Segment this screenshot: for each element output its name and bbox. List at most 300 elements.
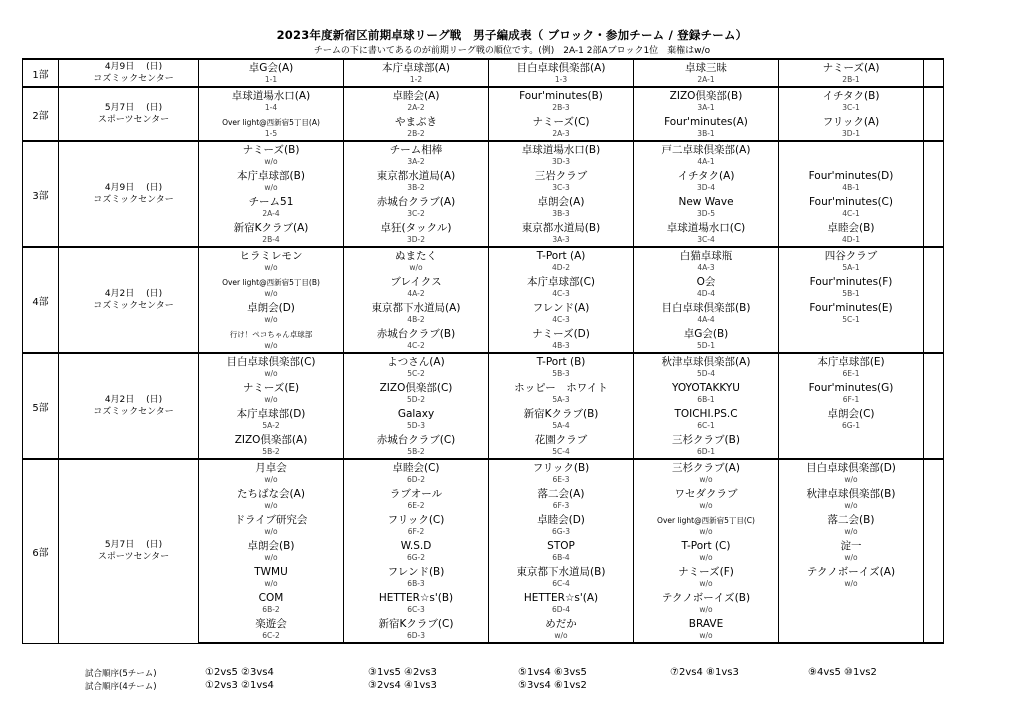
venue-name: コズミックセンター	[93, 407, 174, 417]
team-rank: 4A-4	[697, 314, 715, 324]
match-date: 4月2日 (日)	[104, 395, 163, 405]
team-cell	[344, 564, 489, 590]
team-rank: 5D-4	[696, 368, 716, 378]
team-rank: w/o	[844, 578, 858, 588]
team-name: イチタク(B)	[822, 89, 880, 102]
team-name: T-Port (A)	[536, 249, 586, 262]
team-name: Four'minutes(C)	[809, 195, 893, 208]
team-name: たちばな会(A)	[237, 487, 305, 500]
team-name: 本庁卓球部(A)	[382, 61, 450, 74]
team-rank: 6F-2	[407, 526, 425, 536]
team-name: Four'minutes(D)	[808, 169, 894, 182]
team-name: 卓球三昧	[685, 61, 727, 74]
team-name: 花園クラブ	[534, 433, 588, 446]
team-cell	[489, 616, 634, 643]
team-rank: 5C-4	[552, 446, 570, 456]
order-4-col3: ⑤3vs4 ⑥1vs2	[518, 680, 587, 691]
team-name: TOICHI.PS.C	[674, 407, 738, 420]
team-cell	[489, 459, 634, 486]
team-cell	[634, 486, 779, 512]
team-rank: 6D-2	[406, 474, 426, 484]
team-rank: 6E-3	[552, 474, 570, 484]
team-name: テクノボーイズ(B)	[661, 591, 751, 604]
team-name: ナミーズ(D)	[532, 327, 590, 340]
team-rank: 6B-2	[262, 604, 280, 614]
match-date: 5月7日 (日)	[104, 103, 163, 113]
team-name: 秋津卓球倶楽部(B)	[806, 487, 896, 500]
team-cell	[489, 353, 634, 380]
order-5-col5: ⑨4vs5 ⑩1vs2	[808, 667, 877, 678]
team-rank: 3C-2	[407, 208, 425, 218]
team-name: フリック(C)	[387, 513, 445, 526]
venue-name: スポーツセンター	[97, 115, 170, 125]
team-name: T-Port (C)	[681, 539, 731, 552]
order-4-col2: ③2vs4 ④1vs3	[368, 680, 437, 691]
division-name: 3部	[23, 141, 59, 247]
team-rank: 3D-2	[406, 234, 426, 244]
order-label-5: 試合順序(5チーム)	[85, 669, 157, 679]
team-rank: w/o	[264, 500, 278, 510]
team-name: ナミーズ(A)	[822, 61, 880, 74]
blank-cell	[924, 274, 944, 300]
team-name: ZIZO倶楽部(A)	[234, 433, 308, 446]
team-cell	[634, 168, 779, 194]
team-cell	[779, 486, 924, 512]
team-name: Galaxy	[397, 407, 435, 420]
team-name: イチタク(A)	[677, 169, 735, 182]
team-name: 落二会(B)	[827, 513, 875, 526]
team-rank: 6E-1	[842, 368, 860, 378]
team-cell	[199, 590, 344, 616]
team-rank: 4D-2	[551, 262, 571, 272]
team-cell	[344, 194, 489, 220]
team-rank: w/o	[699, 500, 713, 510]
team-name: COM	[258, 591, 284, 604]
team-cell	[779, 590, 924, 616]
team-rank: 6D-3	[406, 630, 426, 640]
team-cell	[344, 616, 489, 643]
team-rank: w/o	[554, 630, 568, 640]
team-rank: 3D-5	[696, 208, 716, 218]
team-rank: 5B-2	[407, 446, 425, 456]
team-cell	[634, 406, 779, 432]
team-rank: w/o	[844, 474, 858, 484]
team-cell	[634, 590, 779, 616]
team-cell	[344, 87, 489, 114]
team-name: フレンド(B)	[387, 565, 445, 578]
team-cell	[779, 459, 924, 486]
team-cell	[779, 168, 924, 194]
team-cell	[779, 353, 924, 380]
team-name: 秋津卓球倶楽部(A)	[661, 355, 751, 368]
team-name: T-Port (B)	[536, 355, 586, 368]
match-date: 4月9日 (日)	[104, 62, 163, 72]
team-cell	[489, 486, 634, 512]
team-cell	[634, 380, 779, 406]
page-title: 2023年度新宿区前期卓球リーグ戦 男子編成表（ ブロック・参加チーム / 登録チーム）	[276, 28, 748, 42]
team-cell	[199, 432, 344, 459]
division-venue-cell	[59, 87, 199, 141]
team-name: 目白卓球倶楽部(B)	[661, 301, 751, 314]
team-cell	[199, 380, 344, 406]
team-name: フリック(A)	[822, 115, 880, 128]
blank-cell	[924, 590, 944, 616]
team-name: ZIZO倶楽部(B)	[669, 89, 743, 102]
blank-cell	[924, 406, 944, 432]
venue-name: スポーツセンター	[97, 552, 170, 563]
team-rank: 3C-3	[552, 182, 570, 192]
team-rank: 2A-3	[552, 128, 570, 138]
blank-cell	[924, 538, 944, 564]
team-name: 淀一	[840, 539, 862, 552]
team-cell	[634, 247, 779, 274]
team-rank: 2B-2	[407, 128, 425, 138]
team-cell	[779, 274, 924, 300]
team-name: BRAVE	[688, 617, 724, 630]
team-rank: w/o	[264, 394, 278, 404]
team-cell	[634, 141, 779, 168]
team-name: 卓朗会(A)	[537, 195, 585, 208]
blank-cell	[924, 616, 944, 643]
venue-name: コズミックセンター	[93, 301, 174, 311]
blank-cell	[924, 300, 944, 326]
team-rank: 3D-3	[551, 156, 571, 166]
team-name: ZIZO倶楽部(C)	[379, 381, 453, 394]
team-name: チーム相棒	[389, 143, 443, 156]
team-rank: 3B-2	[407, 182, 425, 192]
team-name: New Wave	[678, 195, 734, 208]
team-rank: 1-3	[554, 74, 568, 84]
team-cell	[199, 141, 344, 168]
team-rank: w/o	[844, 552, 858, 562]
team-name: ぬまたく	[395, 249, 437, 262]
team-cell	[489, 300, 634, 326]
team-cell	[634, 432, 779, 459]
team-name: 目白卓球倶楽部(A)	[516, 61, 606, 74]
team-cell	[199, 87, 344, 114]
team-cell	[344, 432, 489, 459]
team-name: 東京都下水道局(A)	[371, 301, 461, 314]
team-cell	[779, 247, 924, 274]
team-name: 四谷クラブ	[824, 249, 878, 262]
table-row	[23, 141, 944, 168]
team-rank: 3C-4	[697, 234, 715, 244]
team-rank: w/o	[844, 500, 858, 510]
team-name: Over light@西新宿5丁目(B)	[222, 277, 320, 287]
team-name: 目白卓球倶楽部(C)	[226, 355, 316, 368]
team-rank: w/o	[264, 156, 278, 166]
team-rank: 6C-1	[697, 420, 715, 430]
team-cell	[199, 564, 344, 590]
blank-cell	[924, 564, 944, 590]
team-rank: 4C-2	[407, 340, 425, 350]
team-name: 東京都水道局(B)	[521, 221, 601, 234]
team-cell	[634, 300, 779, 326]
blank-cell	[924, 87, 944, 114]
table-row	[23, 59, 944, 87]
team-rank: 6B-3	[407, 578, 425, 588]
blank-cell	[924, 247, 944, 274]
team-cell	[779, 432, 924, 459]
team-cell	[199, 512, 344, 538]
page-subtitle: チームの下に書いてあるのが前期リーグ戦の順位です。(例) 2A-1 2部Aブロック1位 棄権はw/o	[313, 46, 711, 56]
team-rank: 2A-2	[407, 102, 425, 112]
team-rank: 4B-2	[407, 314, 425, 324]
venue-name: コズミックセンター	[93, 195, 174, 205]
team-name: O会	[696, 275, 716, 288]
team-name: Over light@西新宿5丁目(A)	[222, 117, 320, 127]
team-cell	[344, 406, 489, 432]
team-name: 卓睦会(C)	[392, 461, 440, 474]
team-cell	[489, 194, 634, 220]
team-cell	[199, 194, 344, 220]
team-name: 三杉クラブ(B)	[672, 433, 740, 446]
team-name: よつさん(A)	[387, 355, 445, 368]
team-cell	[344, 512, 489, 538]
team-cell	[779, 194, 924, 220]
team-rank: 3A-3	[552, 234, 570, 244]
team-name: 楽遊会	[255, 617, 287, 630]
team-cell	[779, 59, 924, 87]
blank-cell	[924, 114, 944, 141]
team-rank: w/o	[264, 552, 278, 562]
team-name: YOYOTAKKYU	[672, 381, 740, 394]
team-name: 新宿Kクラブ(B)	[523, 407, 599, 420]
team-cell	[344, 486, 489, 512]
team-name: Four'minutes(B)	[519, 89, 603, 102]
team-name: 卓球道場水口(C)	[666, 221, 746, 234]
team-rank: 6G-3	[551, 526, 571, 536]
team-rank: 4A-1	[697, 156, 715, 166]
team-name: TWMU	[254, 565, 288, 578]
team-rank: 4A-2	[407, 288, 425, 298]
team-cell	[199, 114, 344, 141]
team-cell	[344, 380, 489, 406]
team-cell	[199, 326, 344, 353]
team-rank: 6G-1	[841, 420, 861, 430]
team-name: W.S.D	[400, 539, 432, 552]
match-order	[0, 667, 1024, 697]
team-rank: 6D-1	[696, 446, 716, 456]
team-rank: 3C-1	[842, 102, 860, 112]
team-rank: 5A-1	[842, 262, 860, 272]
team-cell	[779, 406, 924, 432]
blank-cell	[924, 141, 944, 168]
team-rank: w/o	[264, 526, 278, 536]
team-rank: w/o	[264, 368, 278, 378]
team-cell	[634, 274, 779, 300]
team-rank: 2A-4	[262, 208, 280, 218]
match-date: 5月7日 (日)	[104, 540, 163, 551]
team-cell	[489, 220, 634, 247]
division-venue-cell	[59, 459, 199, 643]
division-venue-cell	[59, 353, 199, 459]
team-cell	[489, 247, 634, 274]
blank-cell	[924, 380, 944, 406]
order-5-col1: ①2vs5 ②3vs4	[205, 667, 274, 678]
team-cell	[344, 459, 489, 486]
team-cell	[489, 59, 634, 87]
team-rank: 3D-4	[696, 182, 716, 192]
team-cell	[344, 220, 489, 247]
team-name: 赤城台クラブ(C)	[376, 433, 456, 446]
team-name: ラブオール	[389, 487, 443, 500]
team-rank: w/o	[264, 578, 278, 588]
match-date: 4月2日 (日)	[104, 289, 163, 299]
team-name: 新宿Kクラブ(C)	[378, 617, 454, 630]
team-rank: w/o	[699, 526, 713, 536]
team-rank: w/o	[844, 526, 858, 536]
team-cell	[199, 300, 344, 326]
team-name: 本庁卓球部(E)	[817, 355, 885, 368]
team-cell	[489, 538, 634, 564]
team-name: ナミーズ(E)	[242, 381, 300, 394]
team-cell	[489, 326, 634, 353]
team-name: フリック(B)	[532, 461, 590, 474]
team-rank: 6D-4	[551, 604, 571, 614]
team-cell	[634, 353, 779, 380]
team-name: 東京都水道局(A)	[376, 169, 456, 182]
team-rank: 2B-4	[262, 234, 280, 244]
team-cell	[489, 141, 634, 168]
team-name: 卓朗会(C)	[827, 407, 875, 420]
team-cell	[779, 114, 924, 141]
team-rank: 5D-3	[406, 420, 426, 430]
blank-cell	[924, 486, 944, 512]
team-name: Four'minutes(A)	[664, 115, 748, 128]
team-rank: w/o	[699, 630, 713, 640]
team-name: 三杉クラブ(A)	[672, 461, 740, 474]
team-rank: 5A-4	[552, 420, 570, 430]
team-cell	[489, 168, 634, 194]
table-row	[23, 87, 944, 114]
team-cell	[344, 274, 489, 300]
team-name: 卓朗会(B)	[247, 539, 295, 552]
team-cell	[634, 564, 779, 590]
team-name: Four'minutes(E)	[809, 301, 893, 314]
team-name: 卓球道場水口(A)	[231, 89, 311, 102]
team-rank: 1-1	[264, 74, 278, 84]
team-name: ナミーズ(C)	[532, 115, 590, 128]
team-rank: 4B-3	[552, 340, 570, 350]
blank-cell	[924, 220, 944, 247]
team-rank: w/o	[264, 314, 278, 324]
team-cell	[199, 168, 344, 194]
team-cell	[779, 380, 924, 406]
team-name: 戸二卓球倶楽部(A)	[661, 143, 751, 156]
team-rank: w/o	[699, 474, 713, 484]
team-cell	[779, 564, 924, 590]
team-cell	[634, 459, 779, 486]
team-rank: 6E-2	[407, 500, 425, 510]
team-cell	[489, 87, 634, 114]
team-name: 三岩クラブ	[534, 169, 588, 182]
blank-cell	[924, 168, 944, 194]
team-rank: 1-4	[264, 102, 278, 112]
team-rank: 6F-3	[552, 500, 570, 510]
team-rank: 5D-2	[406, 394, 426, 404]
team-cell	[199, 616, 344, 643]
blank-cell	[924, 512, 944, 538]
team-name: 卓睦会(A)	[392, 89, 440, 102]
blank-cell	[924, 353, 944, 380]
division-name: 4部	[23, 247, 59, 353]
team-rank: 5A-3	[552, 394, 570, 404]
team-name: ワセダクラブ	[674, 487, 738, 500]
team-rank: 3B-3	[552, 208, 570, 218]
team-cell	[344, 353, 489, 380]
team-cell	[779, 300, 924, 326]
team-rank: 3A-2	[407, 156, 425, 166]
team-name: ナミーズ(B)	[242, 143, 300, 156]
team-cell	[199, 220, 344, 247]
team-rank: 2B-1	[842, 74, 860, 84]
table-row	[23, 459, 944, 486]
team-name: ナミーズ(F)	[678, 565, 734, 578]
team-cell	[199, 538, 344, 564]
division-name: 5部	[23, 353, 59, 459]
team-name: 月卓会	[255, 461, 287, 474]
team-name: 本庁卓球部(B)	[237, 169, 305, 182]
team-cell	[199, 486, 344, 512]
division-name: 1部	[23, 59, 59, 87]
team-rank: 6B-1	[697, 394, 715, 404]
team-name: フレンド(A)	[532, 301, 590, 314]
team-cell	[779, 326, 924, 353]
team-cell	[199, 247, 344, 274]
team-cell	[344, 590, 489, 616]
team-rank: w/o	[264, 288, 278, 298]
order-label-4: 試合順序(4チーム)	[85, 682, 157, 692]
team-name: 落二会(A)	[537, 487, 585, 500]
team-cell	[779, 512, 924, 538]
team-cell	[199, 406, 344, 432]
team-rank: w/o	[264, 182, 278, 192]
team-rank: 4B-1	[842, 182, 860, 192]
team-name: 行け！ペコちゃん卓球部	[229, 329, 313, 339]
team-rank: 6C-4	[552, 578, 570, 588]
team-name: ヒラミレモン	[239, 249, 303, 262]
team-cell	[634, 87, 779, 114]
team-cell	[779, 220, 924, 247]
team-cell	[489, 114, 634, 141]
team-name: ホッピー ホワイト	[514, 381, 608, 394]
team-rank: 3A-1	[697, 102, 715, 112]
team-name: HETTER☆s'(B)	[378, 591, 454, 604]
team-rank: 2A-1	[697, 74, 715, 84]
team-cell	[199, 459, 344, 486]
match-date: 4月9日 (日)	[104, 183, 163, 193]
team-cell	[634, 220, 779, 247]
table-row	[23, 353, 944, 380]
team-cell	[344, 300, 489, 326]
team-rank: 5D-1	[696, 340, 716, 350]
blank-cell	[924, 432, 944, 459]
team-cell	[779, 616, 924, 643]
team-name: めだか	[545, 617, 577, 630]
team-name: 卓球道場水口(B)	[521, 143, 601, 156]
team-rank: w/o	[264, 262, 278, 272]
team-name: 新宿Kクラブ(A)	[233, 221, 309, 234]
team-rank: 4C-3	[552, 288, 570, 298]
team-cell	[634, 512, 779, 538]
league-table	[22, 58, 944, 644]
team-name: 卓G会(B)	[683, 327, 729, 340]
team-name: Four'minutes(F)	[809, 275, 893, 288]
team-rank: 5B-2	[262, 446, 280, 456]
team-cell	[344, 59, 489, 87]
team-name: 白猫卓球瓶	[679, 249, 733, 262]
